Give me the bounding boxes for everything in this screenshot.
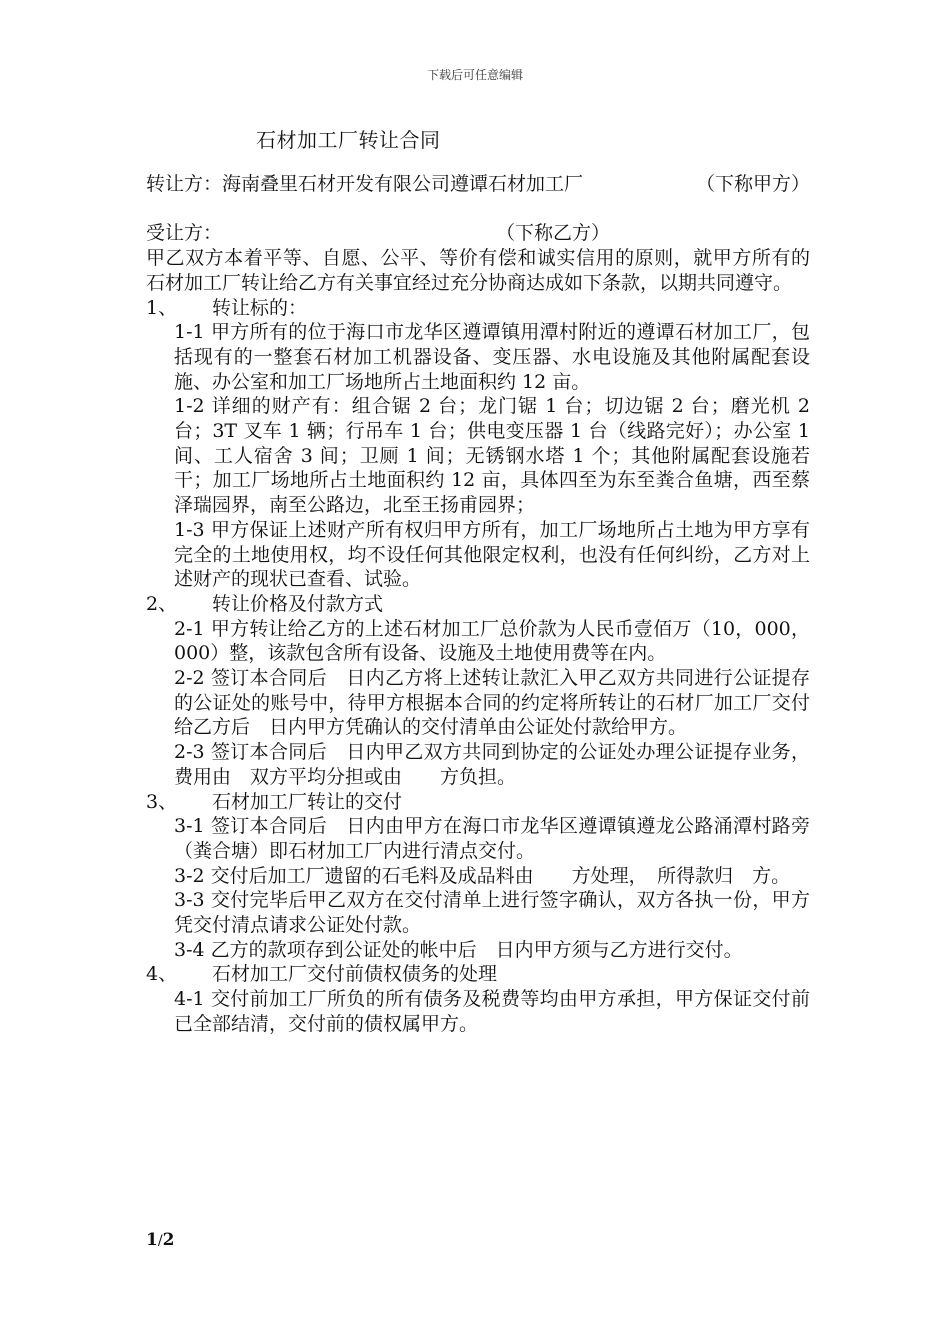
- clause: 2-1 甲方转让给乙方的上述石材加工厂总价款为人民币壹佰万（10，000，000）整，该款包含所有设备、设施及土地使用费等在内。: [174, 617, 810, 665]
- clause: 1-2 详细的财产有：组合锯 2 台；龙门锯 1 台；切边锯 2 台；磨光机 2 台；3T 叉车 1 辆；行吊车 1 台；供电变压器 1 台（线路完好）；办公室 1 间、工人宿舍 3 间；卫厕 1 间；无锈钢水塔 1 个；其他附属配套设施若干；加工厂场地所占土地面积约 12 亩，具体四至为东至粪合鱼塘，西至蔡泽瑞园界，南至公路边，北至王扬甫园界；: [174, 395, 810, 517]
- section-title: 石材加工厂转让的交付: [212, 790, 403, 813]
- section-number: 4、: [146, 963, 178, 986]
- page-separator: /: [157, 1233, 163, 1249]
- intro-paragraph: 甲乙双方本着平等、自愿、公平、等价有偿和诚实信用的原则，就甲方所有的石材加工厂转让给乙方有关事宜经过充分协商达成如下条款，以期共同遵守。: [146, 247, 810, 294]
- clause: 3-3 交付完毕后甲乙双方在交付清单上进行签字确认，双方各执一份，甲方凭交付清点请求公证处付款。: [174, 889, 810, 937]
- section-heading: [146, 790, 810, 815]
- transferor-label: 转让方：海南叠里石材开发有限公司遵谭石材加工厂: [146, 173, 584, 195]
- clause: 3-2 交付后加工厂遗留的石毛料及成品料由 方处理， 所得款归 方。: [174, 864, 791, 887]
- transferee-line: [146, 221, 810, 246]
- section-title: 石材加工厂交付前债权债务的处理: [212, 963, 498, 986]
- clause: 2-3 签订本合同后 日内甲乙双方共同到协定的公证处办理公证提存业务，费用由 双方平均分担或由 方负担。: [174, 741, 810, 788]
- download-note: 下载后可任意编辑: [426, 68, 523, 82]
- clause: 1-1 甲方所有的位于海口市龙华区遵谭镇用潭村附近的遵谭石材加工厂，包括现有的一整套石材加工机器设备、变压器、水电设施及其他附属配套设施、办公室和加工厂场地所占土地面积约 12 亩。: [174, 321, 810, 393]
- section-number: 3、: [146, 790, 178, 813]
- section-number: 2、: [146, 592, 178, 615]
- section-title: 转让价格及付款方式: [212, 592, 384, 615]
- total-pages: 2: [162, 1230, 175, 1250]
- spacer: [146, 197, 810, 222]
- clause: 3-1 签订本合同后 日内由甲方在海口市龙华区遵谭镇遵龙公路涌潭村路旁（粪合塘）即石材加工厂内进行清点交付。: [174, 815, 810, 862]
- section-title: 转让标的：: [212, 296, 308, 319]
- transferee-hint: （下称乙方）: [496, 222, 611, 245]
- clause: 2-2 签订本合同后 日内乙方将上述转让款汇入甲乙双方共同进行公证提存的公证处的账号中，待甲方根据本合同的约定将所转让的石材厂加工厂交付给乙方后 日内甲方凭确认的交付清单由公证处付款给甲方。: [174, 667, 810, 739]
- section-heading: [146, 592, 810, 617]
- current-page: 1: [146, 1230, 158, 1250]
- transferor-hint: （下称甲方）: [695, 173, 810, 195]
- transferee-label: 受让方：: [146, 222, 223, 245]
- clause: 4-1 交付前加工厂所负的所有债务及税费等均由甲方承担，甲方保证交付前已全部结清，交付前的债权属甲方。: [174, 988, 810, 1035]
- document-title: 石材加工厂转让合同: [256, 128, 441, 152]
- section-number: 1、: [146, 296, 178, 319]
- contract-body: [146, 172, 810, 1037]
- transferor-line: [146, 172, 810, 197]
- clause: 3-4 乙方的款项存到公证处的帐中后 日内甲方须与乙方进行交付。: [174, 938, 743, 961]
- clause: 1-3 甲方保证上述财产所有权归甲方所有，加工厂场地所占土地为甲方享有完全的土地使用权，均不设任何其他限定权利，也没有任何纠纷，乙方对上述财产的现状已查看、试验。: [174, 518, 810, 591]
- page-number: [146, 1230, 174, 1250]
- section-heading: [146, 296, 810, 321]
- section-heading: [146, 962, 810, 987]
